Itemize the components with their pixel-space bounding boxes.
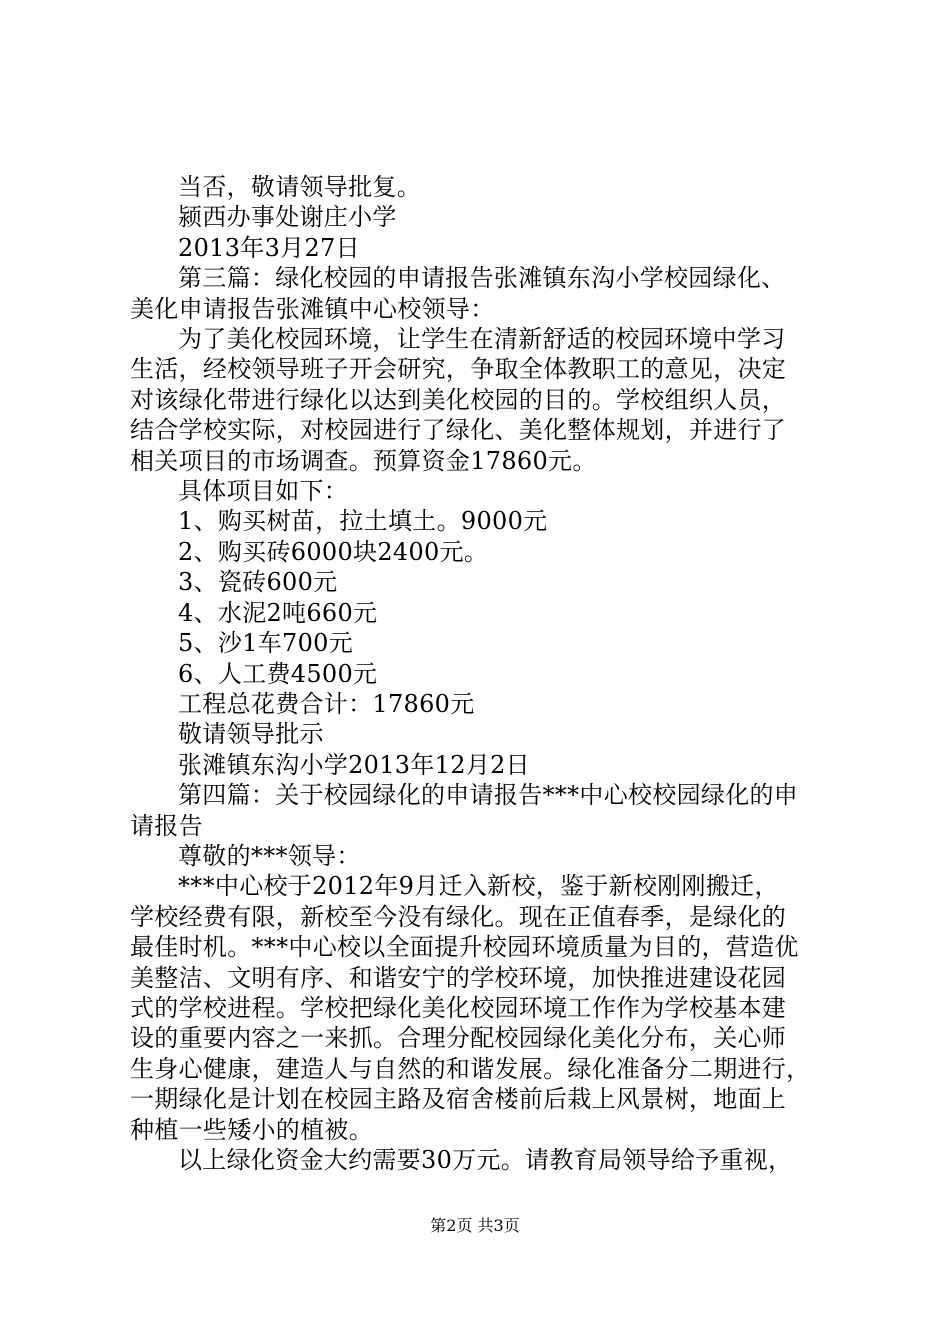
document-line: 美化申请报告张滩镇中心校领导： [130,294,495,323]
document-line: 式的学校进程。学校把绿化美化校园环境工作作为学校基本建 [130,993,787,1022]
document-body [130,172,830,1175]
document-line: 请报告 [130,811,203,840]
document-line: 对该绿化带进行绿化以达到美化校园的目的。学校组织人员， [130,385,787,414]
document-line: 生活，经校领导班子开会研究，争取全体教职工的意见，决定 [130,355,787,384]
document-line: ***中心校于2012年9月迁入新校，鉴于新校刚刚搬迁， [178,872,779,901]
document-line: 学校经费有限，新校至今没有绿化。现在正值春季，是绿化的 [130,902,787,931]
document-line: 生身心健康，建造人与自然的和谐发展。绿化准备分二期进行， [130,1054,811,1083]
document-line: 5、沙1车700元 [178,629,354,658]
document-line: 颍西办事处谢庄小学 [178,203,397,232]
document-line: 设的重要内容之一来抓。合理分配校园绿化美化分布，关心师 [130,1024,787,1053]
document-line: 当否，敬请领导批复。 [178,173,421,201]
document-line: 第三篇：绿化校园的申请报告张滩镇东沟小学校园绿化、 [178,264,786,293]
document-line: 敬请领导批示 [178,720,324,749]
document-line: 张滩镇东沟小学2013年12月2日 [178,750,530,779]
document-line: 3、瓷砖600元 [178,568,338,597]
document-line: 工程总花费合计：17860元 [178,689,475,718]
document-line: 结合学校实际，对校园进行了绿化、美化整体规划，并进行了 [130,416,787,445]
document-line: 以上绿化资金大约需要30万元。请教育局领导给予重视， [178,1146,793,1174]
document-line: 2、购买砖6000块2400元。 [178,537,489,566]
document-line: 4、水泥2吨660元 [178,598,378,627]
document-line: 第四篇：关于校园绿化的申请报告***中心校校园绿化的申 [178,781,799,810]
document-line: 尊敬的***领导： [178,841,361,870]
document-line: 一期绿化是计划在校园主路及宿舍楼前后栽上风景树，地面上 [130,1085,787,1114]
document-line: 1、购买树苗，拉土填土。9000元 [178,507,548,536]
document-line: 2013年3月27日 [178,233,360,262]
document-line: 美整洁、文明有序、和谐安宁的学校环境，加快推进建设花园 [130,963,787,992]
document-line: 种植一些矮小的植被。 [130,1115,373,1144]
document-line: 为了美化校园环境，让学生在清新舒适的校园环境中学习 [178,325,786,354]
page-footer: 第2页 共3页 [430,1216,520,1235]
document-line: 最佳时机。***中心校以全面提升校园环境质量为目的，营造优 [130,933,799,962]
document-line: 具体项目如下： [178,477,349,506]
document-line: 6、人工费4500元 [178,659,378,688]
document-line: 相关项目的市场调查。预算资金17860元。 [130,446,597,475]
